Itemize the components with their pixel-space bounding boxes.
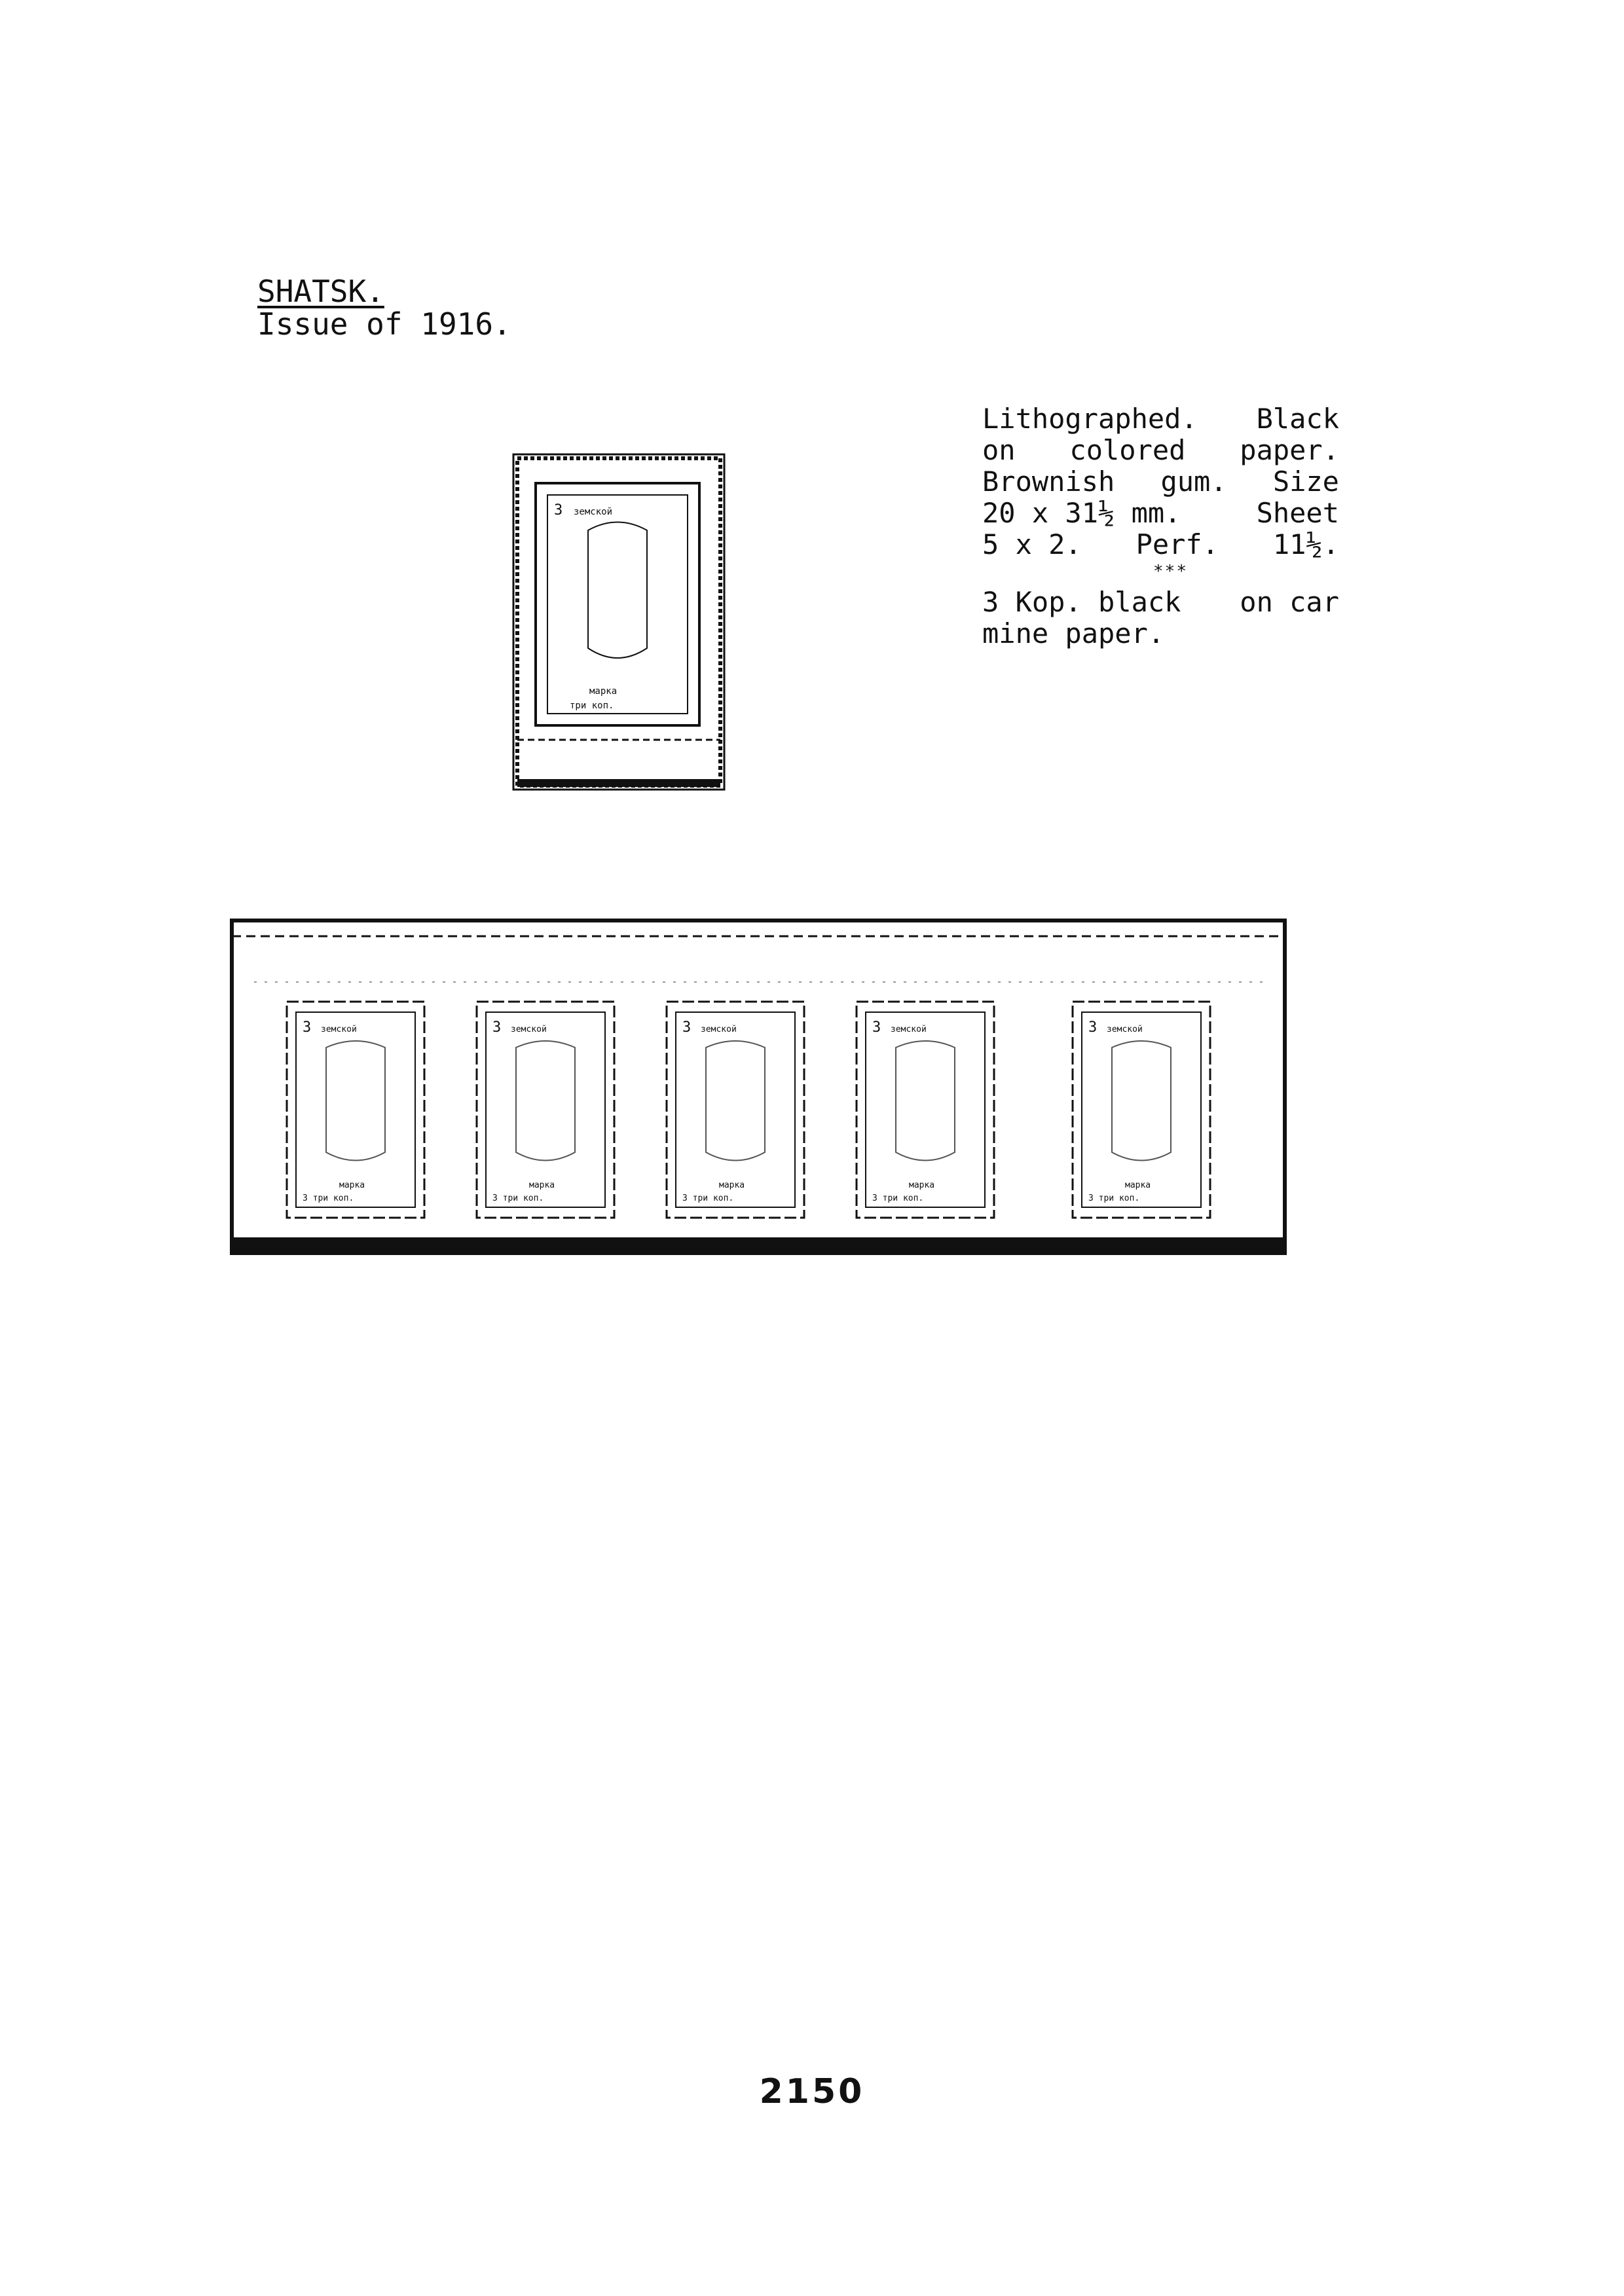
stamp-top-text: земской [574,507,613,517]
stamp-bottom-text: марка [589,686,618,697]
strip-stamp-bottom-text: 3 три коп. [492,1194,544,1203]
single-stamp-image [511,452,727,792]
strip-stamp-bottom-text: 3 три коп. [303,1194,354,1203]
heading-title: SHATSK. [257,274,384,309]
strip-stamp-value: 3 [1088,1019,1098,1036]
heading [257,275,511,340]
strip-stamp-bottom-text: марка [339,1180,365,1190]
strip-stamp-top-text: земской [321,1025,357,1034]
description-line: on colored paper. [982,434,1339,466]
stamp-value: 3 [554,502,563,519]
separator: *** [1153,562,1188,581]
stamp-strip-image [228,917,1289,1257]
issue-line: mine paper. [982,617,1165,649]
strip-stamp-top-text: земской [1107,1025,1143,1034]
description-line: 5 x 2. Perf. 11½. [982,528,1339,560]
strip-stamp-value: 3 [492,1019,502,1036]
strip-stamp-top-text: земской [891,1025,927,1034]
strip-stamp-bottom-text: 3 три коп. [1088,1194,1140,1203]
strip-stamp-bottom-text: марка [529,1180,555,1190]
strip-stamp-bottom-text: 3 три коп. [682,1194,734,1203]
description-line: 20 x 31½ mm. Sheet [982,497,1339,529]
strip-stamp-top-text: земской [511,1025,547,1034]
stamp-bottom-text: три коп. [570,701,614,711]
strip-stamp-bottom-text: марка [1125,1180,1151,1190]
issue-line: 3 Kop. black on car [982,586,1339,618]
description-line: Lithographed. Black [982,403,1339,435]
description-line: Brownish gum. Size [982,465,1339,498]
strip-stamp-value: 3 [682,1019,692,1036]
strip-stamp-top-text: земской [701,1025,737,1034]
page-number: 2150 [759,2072,865,2111]
strip-stamp-value: 3 [872,1019,881,1036]
strip-stamp-bottom-text: 3 три коп. [872,1194,924,1203]
stamp-description [982,403,1339,649]
strip-stamp-value: 3 [303,1019,312,1036]
strip-stamp-bottom-text: марка [909,1180,935,1190]
heading-subtitle: Issue of 1916. [257,306,511,342]
strip-stamp-bottom-text: марка [719,1180,745,1190]
